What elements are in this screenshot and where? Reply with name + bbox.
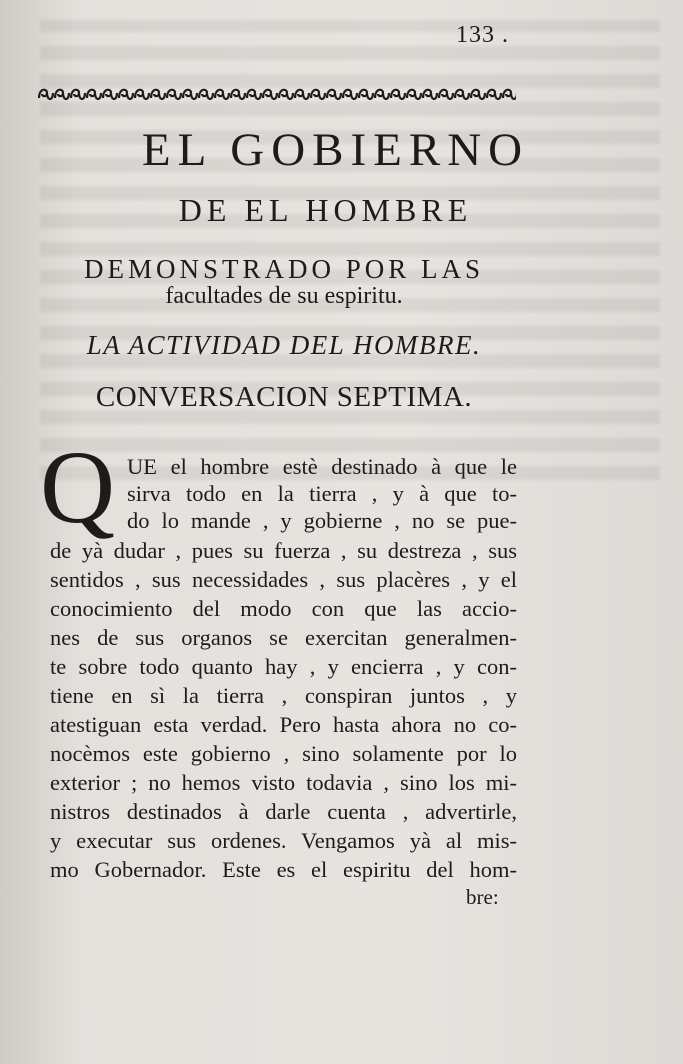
body-line: sirva todo en la tierra , y à que to- (127, 481, 517, 506)
catchword: bre: (466, 885, 499, 909)
body-line: y executar sus ordenes. Vengamos yà al mis- (50, 828, 517, 853)
body-line: atestiguan esta verdad. Pero hasta ahora no co- (50, 712, 517, 737)
chapter-title: CONVERSACION SEPTIMA. (95, 381, 473, 413)
title-line-3: DEMONSTRADO POR LAS (83, 254, 485, 284)
title-line-2: DE EL HOMBRE (178, 192, 473, 228)
page-number: 133 . (456, 22, 509, 48)
body-line: UE el hombre estè destinado à que le (127, 454, 517, 479)
body-line: exterior ; no hemos visto todavia , sino los mi- (50, 770, 517, 795)
body-line: conocimiento del modo con que las accio- (50, 596, 517, 621)
body-line: nistros destinados à darle cuenta , advertirle, (50, 799, 517, 824)
title-line-1: EL GOBIERNO (141, 124, 530, 176)
body-line: sentidos , sus necessidades , sus placères , y el (50, 567, 517, 592)
drop-cap: Q (40, 430, 116, 545)
body-line: nocèmos este gobierno , sino solamente por lo (50, 741, 517, 766)
body-line: nes de sus organos se exercitan generalmen- (50, 625, 517, 650)
ornamental-border (38, 82, 516, 104)
body-line: te sobre todo quanto hay , y encierra , y con- (50, 654, 517, 679)
body-line: mo Gobernador. Este es el espiritu del hom- (50, 857, 517, 882)
title-line-4: facultades de su espiritu. (165, 283, 403, 309)
body-line: de yà dudar , pues su fuerza , su destreza , sus (50, 538, 517, 563)
body-line: tiene en sì la tierra , conspiran juntos , y (50, 683, 517, 708)
section-title: LA ACTIVIDAD DEL HOMBRE. (86, 330, 482, 360)
body-line: do lo mande , y gobierne , no se pue- (127, 508, 517, 533)
